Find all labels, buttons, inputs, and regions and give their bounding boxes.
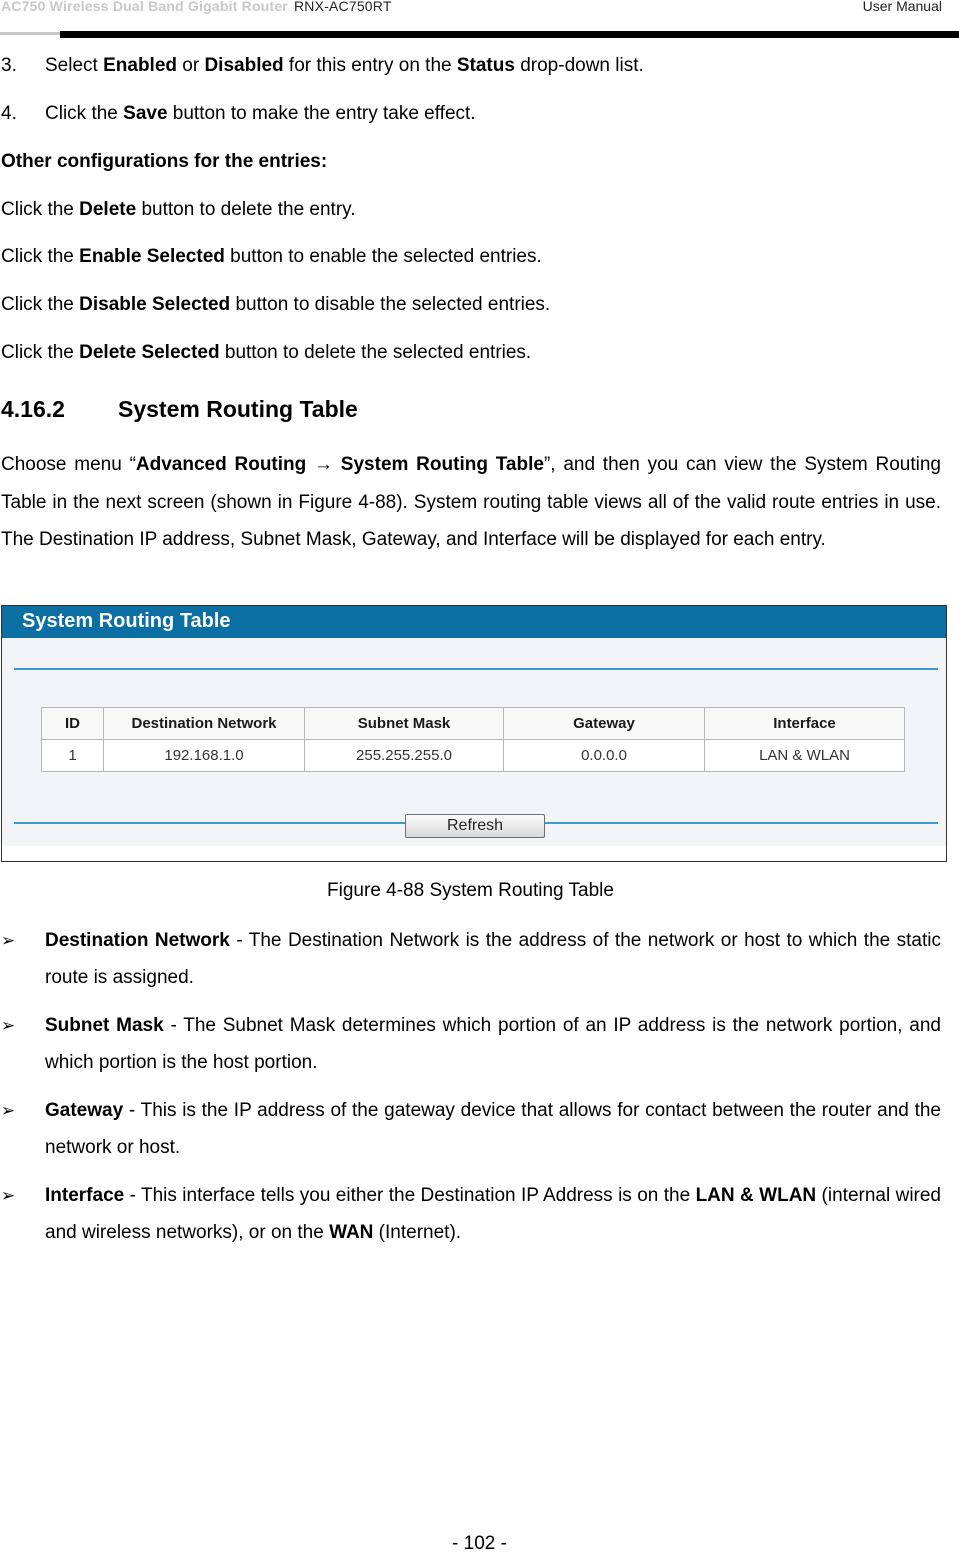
arrow-bullet-icon: ➢ [1, 1186, 16, 1205]
routing-table [41, 707, 905, 772]
cell-id: 1 [42, 740, 104, 772]
column-header-subnet-mask: Subnet Mask [305, 708, 504, 740]
page-number: - 102 - [452, 1533, 507, 1554]
column-header-interface: Interface [705, 708, 905, 740]
figure-caption: Figure 4-88 System Routing Table [327, 880, 614, 901]
column-header-destination: Destination Network [104, 708, 305, 740]
table-header-row [42, 708, 905, 740]
cell-gateway: 0.0.0.0 [504, 740, 705, 772]
refresh-button[interactable]: Refresh [405, 814, 545, 838]
cell-destination: 192.168.1.0 [104, 740, 305, 772]
arrow-bullet-icon: ➢ [1, 931, 16, 950]
column-header-gateway: Gateway [504, 708, 705, 740]
other-config-line: Click the Delete button to delete the entry. [1, 199, 356, 220]
list-item: ➢ Interface - This interface tells you either the Destination IP Address is on the LAN & WLAN (internal wired and wireless networks), or on the WAN (Internet). [1, 1177, 941, 1251]
cell-interface: LAN & WLAN [705, 740, 905, 772]
section-title: System Routing Table [118, 396, 358, 422]
list-item: ➢ Destination Network - The Destination Network is the address of the network or host to which the static route is assigned. [1, 922, 941, 996]
divider [14, 668, 938, 670]
column-header-id: ID [42, 708, 104, 740]
other-config-line: Click the Delete Selected button to delete the selected entries. [1, 342, 532, 363]
list-item: ➢ Subnet Mask - The Subnet Mask determines which portion of an IP address is the network portion, and which portion is the host portion. [1, 1007, 941, 1081]
panel-title: System Routing Table [22, 610, 231, 632]
menu-path: Advanced Routing → System Routing Table [135, 454, 544, 475]
section-number: 4.16.2 [1, 396, 65, 422]
page-header [0, 0, 959, 40]
arrow-bullet-icon: ➢ [1, 1016, 16, 1035]
header-rule [60, 31, 959, 38]
header-product: AC750 Wireless Dual Band Gigabit Router RNX-AC750RT [1, 0, 392, 14]
header-doc-type: User Manual [862, 0, 942, 14]
header-model: RNX-AC750RT [293, 0, 392, 14]
panel-title-bar [2, 606, 946, 638]
step-3: 3. Select Enabled or Disabled for this entry on the Status drop-down list. [1, 55, 644, 76]
arrow-bullet-icon: ➢ [1, 1101, 16, 1120]
table-row [42, 740, 905, 772]
other-config-line: Click the Disable Selected button to disable the selected entries. [1, 294, 551, 315]
other-config-heading: Other configurations for the entries: [1, 151, 328, 172]
step-4: 4. Click the Save button to make the entry take effect. [1, 103, 476, 124]
header-rule-left [0, 32, 60, 35]
section-heading [1, 396, 358, 423]
cell-subnet-mask: 255.255.255.0 [305, 740, 504, 772]
list-item: ➢ Gateway - This is the IP address of the gateway device that allows for contact between the router and the network or host. [1, 1092, 941, 1166]
other-config-line: Click the Enable Selected button to enable the selected entries. [1, 246, 542, 267]
routing-table-figure [1, 605, 947, 862]
section-intro: Choose menu “Advanced Routing → System Routing Table”, and then you can view the System Routing Table in the next screen (shown in Figure 4-88). System routing table views all of the valid route entries in use. The Destination IP address, Subnet Mask, Gateway, and Interface will be displayed for each entry. [1, 454, 941, 551]
